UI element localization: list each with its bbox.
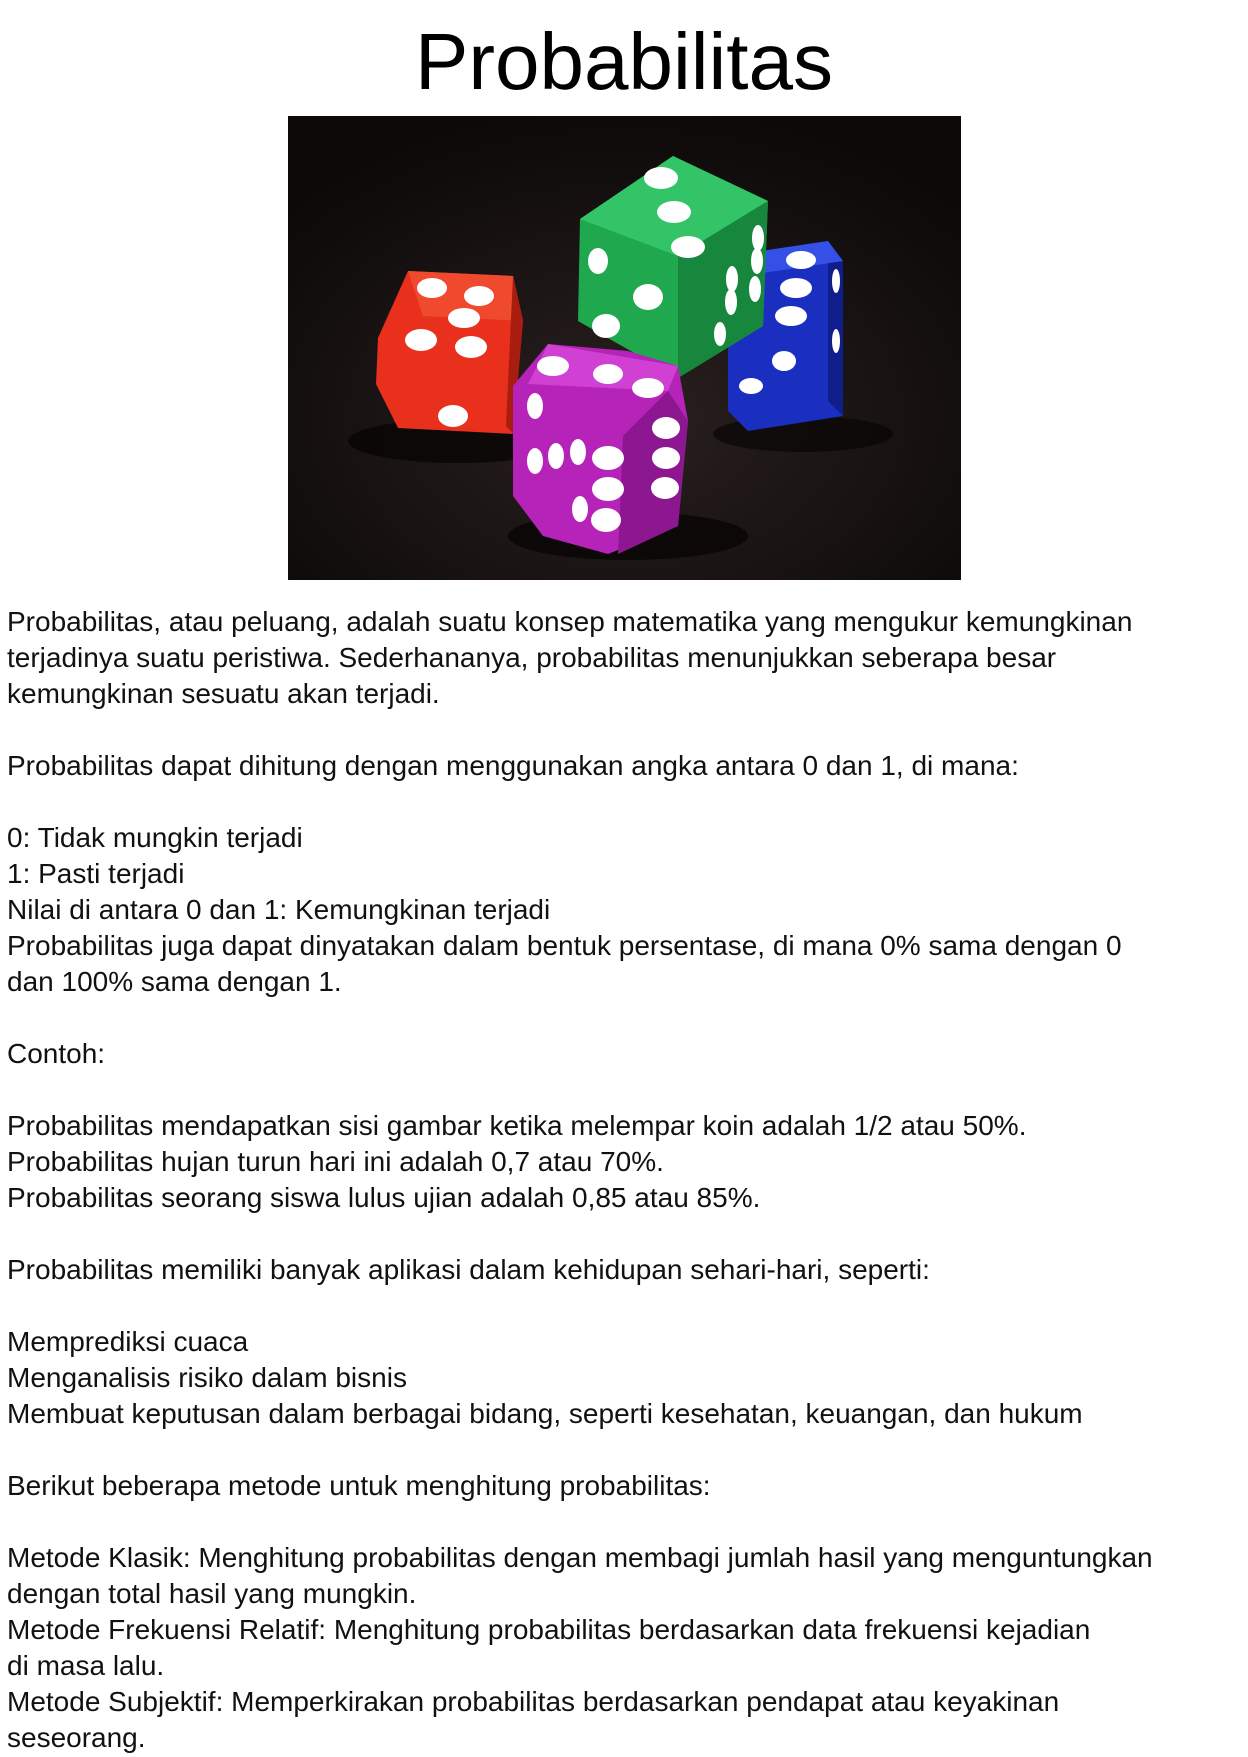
paragraph [7, 1108, 1243, 1216]
text-line: kemungkinan sesuatu akan terjadi. [7, 678, 440, 709]
text-line: Menganalisis risiko dalam bisnis [7, 1362, 407, 1393]
text-line: seseorang. [7, 1722, 146, 1753]
paragraph [7, 1468, 1243, 1504]
text-line: Probabilitas memiliki banyak aplikasi dalam kehidupan sehari-hari, seperti: [7, 1254, 930, 1285]
dice-photo [288, 116, 961, 580]
paragraph [7, 1540, 1243, 1756]
paragraph [7, 1036, 1243, 1072]
text-line: 0: Tidak mungkin terjadi [7, 822, 303, 853]
text-line: 1: Pasti terjadi [7, 858, 185, 889]
text-line: Probabilitas juga dapat dinyatakan dalam bentuk persentase, di mana 0% sama dengan 0 [7, 930, 1122, 961]
text-line: terjadinya suatu peristiwa. Sederhananya, probabilitas menunjukkan seberapa besar [7, 642, 1057, 673]
paragraph [7, 1252, 1243, 1288]
text-line: dan 100% sama dengan 1. [7, 966, 342, 997]
red-die [376, 271, 523, 434]
text-line: Contoh: [7, 1038, 106, 1069]
text-line: Berikut beberapa metode untuk menghitung probabilitas: [7, 1470, 711, 1501]
text-line: Metode Subjektif: Memperkirakan probabilitas berdasarkan pendapat atau keyakinan [7, 1686, 1060, 1717]
text-line: di masa lalu. [7, 1650, 165, 1681]
paragraph [7, 820, 1243, 1000]
text-line: Probabilitas dapat dihitung dengan menggunakan angka antara 0 dan 1, di mana: [7, 750, 1019, 781]
text-line: Metode Frekuensi Relatif: Menghitung probabilitas berdasarkan data frekuensi kejadian [7, 1614, 1091, 1645]
text-line: Nilai di antara 0 dan 1: Kemungkinan terjadi [7, 894, 551, 925]
text-line: Probabilitas seorang siswa lulus ujian adalah 0,85 atau 85%. [7, 1182, 761, 1213]
text-line: Metode Klasik: Menghitung probabilitas dengan membagi jumlah hasil yang menguntungkan [7, 1542, 1153, 1573]
paragraph [7, 1324, 1243, 1432]
paragraph [7, 604, 1243, 712]
article-body [7, 604, 1243, 1756]
text-line: Memprediksi cuaca [7, 1326, 249, 1357]
text-line: Probabilitas hujan turun hari ini adalah 0,7 atau 70%. [7, 1146, 664, 1177]
text-line: Membuat keputusan dalam berbagai bidang, seperti kesehatan, keuangan, dan hukum [7, 1398, 1083, 1429]
text-line: dengan total hasil yang mungkin. [7, 1578, 417, 1609]
text-line: Probabilitas, atau peluang, adalah suatu konsep matematika yang mengukur kemungkinan [7, 606, 1133, 637]
text-line: Probabilitas mendapatkan sisi gambar ketika melempar koin adalah 1/2 atau 50%. [7, 1110, 1027, 1141]
page-title: Probabilitas [414, 17, 833, 106]
purple-die [513, 344, 688, 554]
paragraph [7, 748, 1243, 784]
dice-illustration [288, 116, 961, 580]
